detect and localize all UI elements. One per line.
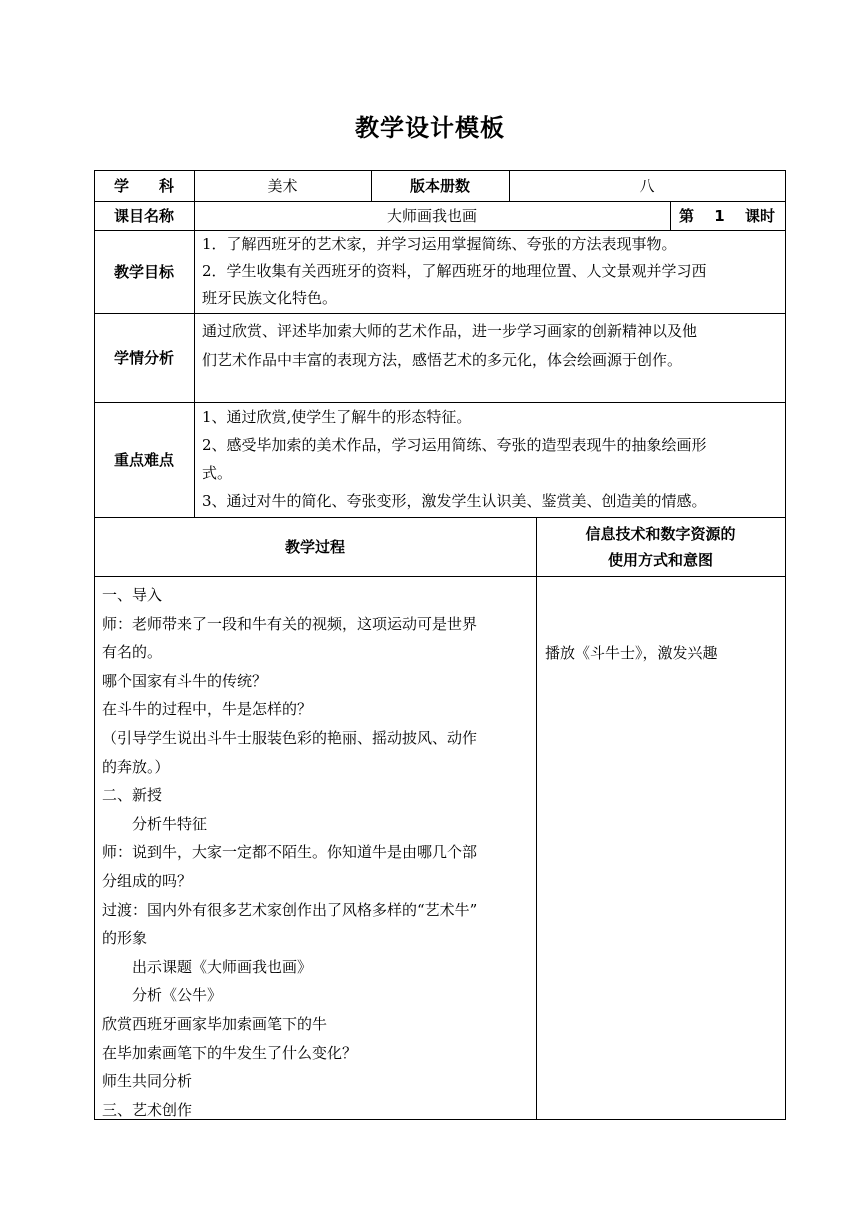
process-line: 过渡：国内外有很多艺术家创作出了风格多样的“艺术牛”: [102, 900, 478, 919]
process-line: 的形象: [102, 929, 148, 948]
edition-value: 八: [639, 176, 655, 195]
process-line: 在斗牛的过程中，牛是怎样的？: [102, 700, 313, 719]
process-line: 分析牛特征: [102, 814, 208, 833]
process-line: 一、导入: [102, 586, 163, 604]
process-line: 有名的。: [102, 643, 163, 662]
course-value: 大师画我也画: [386, 206, 477, 225]
analysis-line: 们艺术作品中丰富的表现方法，感悟艺术的多元化，体会绘画源于创作。: [202, 350, 683, 369]
process-line: 二、新授: [102, 786, 163, 805]
process-header: 教学过程: [284, 537, 345, 556]
process-line: 分析《公牛》: [102, 986, 223, 1005]
process-line: 在毕加索画笔下的牛发生了什么变化？: [102, 1043, 358, 1062]
key-point-line: 1、通过欣赏,使学生了解牛的形态特征。: [202, 408, 472, 426]
subject-label: 学 科: [113, 176, 174, 195]
goals-label: 教学目标: [113, 262, 174, 281]
analysis-line: 通过欣赏、评述毕加索大师的艺术作品，进一步学习画家的创新精神以及他: [202, 322, 698, 340]
process-line: 分组成的吗？: [102, 871, 193, 890]
key-points-content: [194, 402, 785, 517]
period-number: 1: [714, 206, 725, 225]
lesson-plan-table: [94, 170, 786, 1120]
resource-header-line: 使用方式和意图: [607, 550, 713, 569]
process-line: 师：说到牛，大家一定都不陌生。你知道牛是由哪几个部: [102, 843, 478, 862]
resource-header: [536, 517, 785, 576]
resource-header-line: 信息技术和数字资源的: [585, 524, 736, 543]
key-points-label: 重点难点: [113, 450, 174, 469]
table-border-right: [785, 170, 786, 1120]
period-prefix: 第: [679, 206, 695, 225]
process-line: 三、艺术创作: [102, 1100, 193, 1119]
process-line: 出示课题《大师画我也画》: [102, 957, 313, 976]
process-line: 欣赏西班牙画家毕加索画笔下的牛: [102, 1014, 328, 1033]
process-line: 师：老师带来了一段和牛有关的视频，这项运动可是世界: [102, 614, 478, 633]
resource-content: [536, 576, 785, 1119]
analysis-content: [194, 313, 785, 402]
period-suffix: 课时: [744, 206, 775, 225]
process-content: [94, 576, 536, 1119]
key-point-line: 2、感受毕加索的美术作品，学习运用简练、夸张的造型表现牛的抽象绘画形: [202, 436, 707, 454]
resource-note: 播放《斗牛士》，激发兴趣: [545, 644, 718, 662]
process-line: 的奔放。）: [102, 757, 170, 776]
edition-label: 版本册数: [409, 176, 470, 195]
subject-value: 美术: [267, 176, 298, 195]
page-title: 教学设计模板: [355, 114, 505, 142]
goals-line: 1．了解西班牙的艺术家，并学习运用掌握简练、夸张的方法表现事物。: [202, 235, 677, 253]
goals-content: [194, 230, 785, 313]
class-period: [670, 201, 785, 230]
analysis-label: 学情分析: [113, 348, 174, 367]
goals-line: 2．学生收集有关西班牙的资料，了解西班牙的地理位置、人文景观并学习西: [202, 262, 707, 280]
goals-line: 班牙民族文化特色。: [202, 289, 338, 307]
course-label: 课目名称: [113, 206, 174, 225]
process-line: 师生共同分析: [102, 1072, 193, 1091]
key-point-line: 3、通过对牛的简化、夸张变形，激发学生认识美、鉴赏美、创造美的情感。: [202, 492, 707, 510]
key-point-line: 式。: [202, 464, 233, 482]
process-line: （引导学生说出斗牛士服装色彩的艳丽、摇动披风、动作: [102, 728, 478, 747]
process-line: 哪个国家有斗牛的传统？: [102, 671, 268, 690]
